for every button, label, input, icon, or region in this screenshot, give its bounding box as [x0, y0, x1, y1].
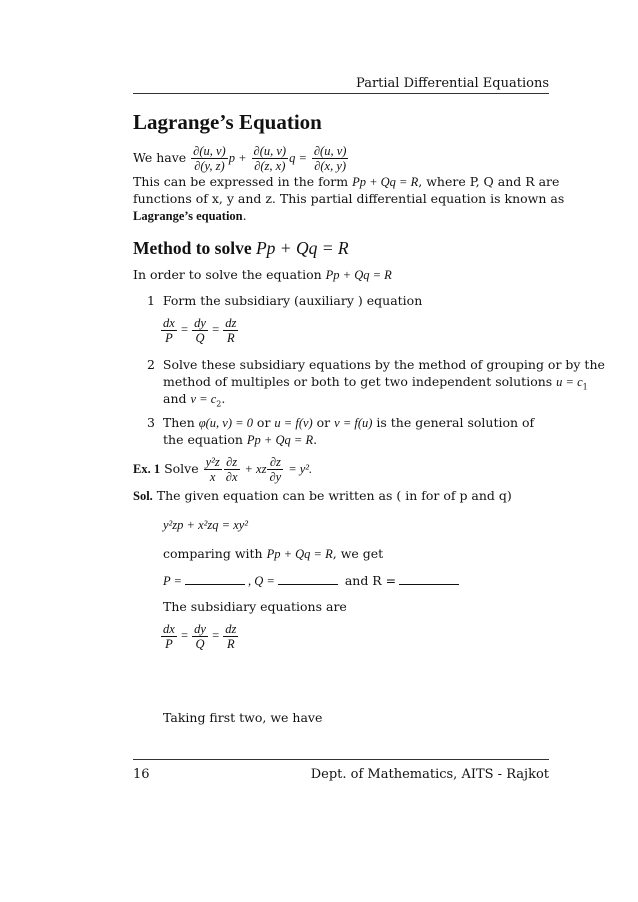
step-3: 3 Then φ(u, v) = 0 or u = f(v) or v = f(u) is the general solution of: [147, 415, 535, 430]
dx-over-p: $\frac{dx}{P}$: [163, 316, 175, 345]
functions-line: functions of x, y and z. This partial differential equation is known as: [133, 191, 565, 206]
dy-over-q: $\frac{dy}{Q}$: [194, 316, 206, 345]
footer-rule: [133, 759, 549, 760]
jacobian-fraction-2: $\frac{\partial(u, v)}{\partial(z, x)}$: [253, 144, 287, 173]
dz-over-r: $\frac{dz}{R}$: [225, 316, 237, 345]
section-title: Lagrange’s Equation: [133, 110, 322, 134]
method-intro: In order to solve the equation Pp + Qq = R: [133, 267, 392, 282]
page-number: 16: [133, 767, 150, 782]
example-fraction-3: $\frac{\partial z}{\partial y}$: [269, 455, 282, 484]
example-fraction-1: $\frac{\text{y²z}}{x}$: [205, 455, 220, 484]
lagrange-equation-name: Lagrange’s equation.: [133, 208, 247, 223]
solution-intro: Sol. The given equation can be written as ( in for of p and q): [133, 488, 512, 503]
step-2: 2 Solve these subsidiary equations by the method of grouping or by the: [147, 357, 605, 372]
we-have-text: We have: [133, 150, 187, 165]
q-blank: [278, 574, 338, 585]
step-1: 1 Form the subsidiary (auxiliary ) equation: [147, 293, 423, 308]
solution-label: Sol.: [133, 489, 153, 503]
form-description-line: This can be expressed in the form Pp + Qq = R, where P, Q and R are: [133, 174, 560, 189]
pqr-blanks-line: P = , Q = and R =: [163, 573, 462, 589]
example-label: Ex. 1: [133, 462, 161, 476]
step-2-line-3: and $v = c_2$.: [163, 391, 226, 409]
header-rule: [133, 93, 549, 94]
r-blank: [399, 574, 459, 585]
taking-first-two: Taking first two, we have: [163, 710, 323, 725]
p-term: p +: [228, 151, 247, 165]
example-1: Ex. 1 Solve $\frac{\text{y²z}}{x}$ $\frac{\partial z}{\partial x}$ + xz $\frac{\partial z}{\partial y}$ = y².: [133, 455, 313, 484]
lagrange-equation-line: [133, 144, 349, 173]
solution-equation: y²zp + x²zq = xy²: [163, 518, 249, 532]
p-blank: [185, 574, 245, 585]
running-header: Partial Differential Equations: [356, 76, 549, 91]
department-footer: Dept. of Mathematics, AITS - Rajkot: [310, 767, 549, 782]
q-term: q =: [289, 151, 307, 165]
jacobian-fraction-1: $\frac{\partial(u, v)}{\partial(y, z)}$: [193, 144, 226, 173]
subsidiary-text: The subsidiary equations are: [163, 599, 347, 614]
step-2-line-2: method of multiples or both to get two independent solutions $u = c_1$: [163, 374, 588, 392]
subsidiary-equation: $\frac{dx}{P}$ = $\frac{dy}{Q}$ = $\frac{dz}{R}$: [163, 316, 237, 345]
example-fraction-2: $\frac{\partial z}{\partial x}$: [225, 455, 238, 484]
comparing-line: comparing with Pp + Qq = R, we get: [163, 546, 384, 561]
solution-subsidiary-equation: $\frac{dx}{P}$ = $\frac{dy}{Q}$ = $\frac{dz}{R}$: [163, 622, 237, 651]
step-3-line-2: the equation Pp + Qq = R.: [163, 432, 318, 447]
jacobian-fraction-3: $\frac{\partial(u, v)}{\partial(x, y)}$: [313, 144, 347, 173]
method-heading: Method to solve Pp + Qq = R: [133, 238, 349, 258]
